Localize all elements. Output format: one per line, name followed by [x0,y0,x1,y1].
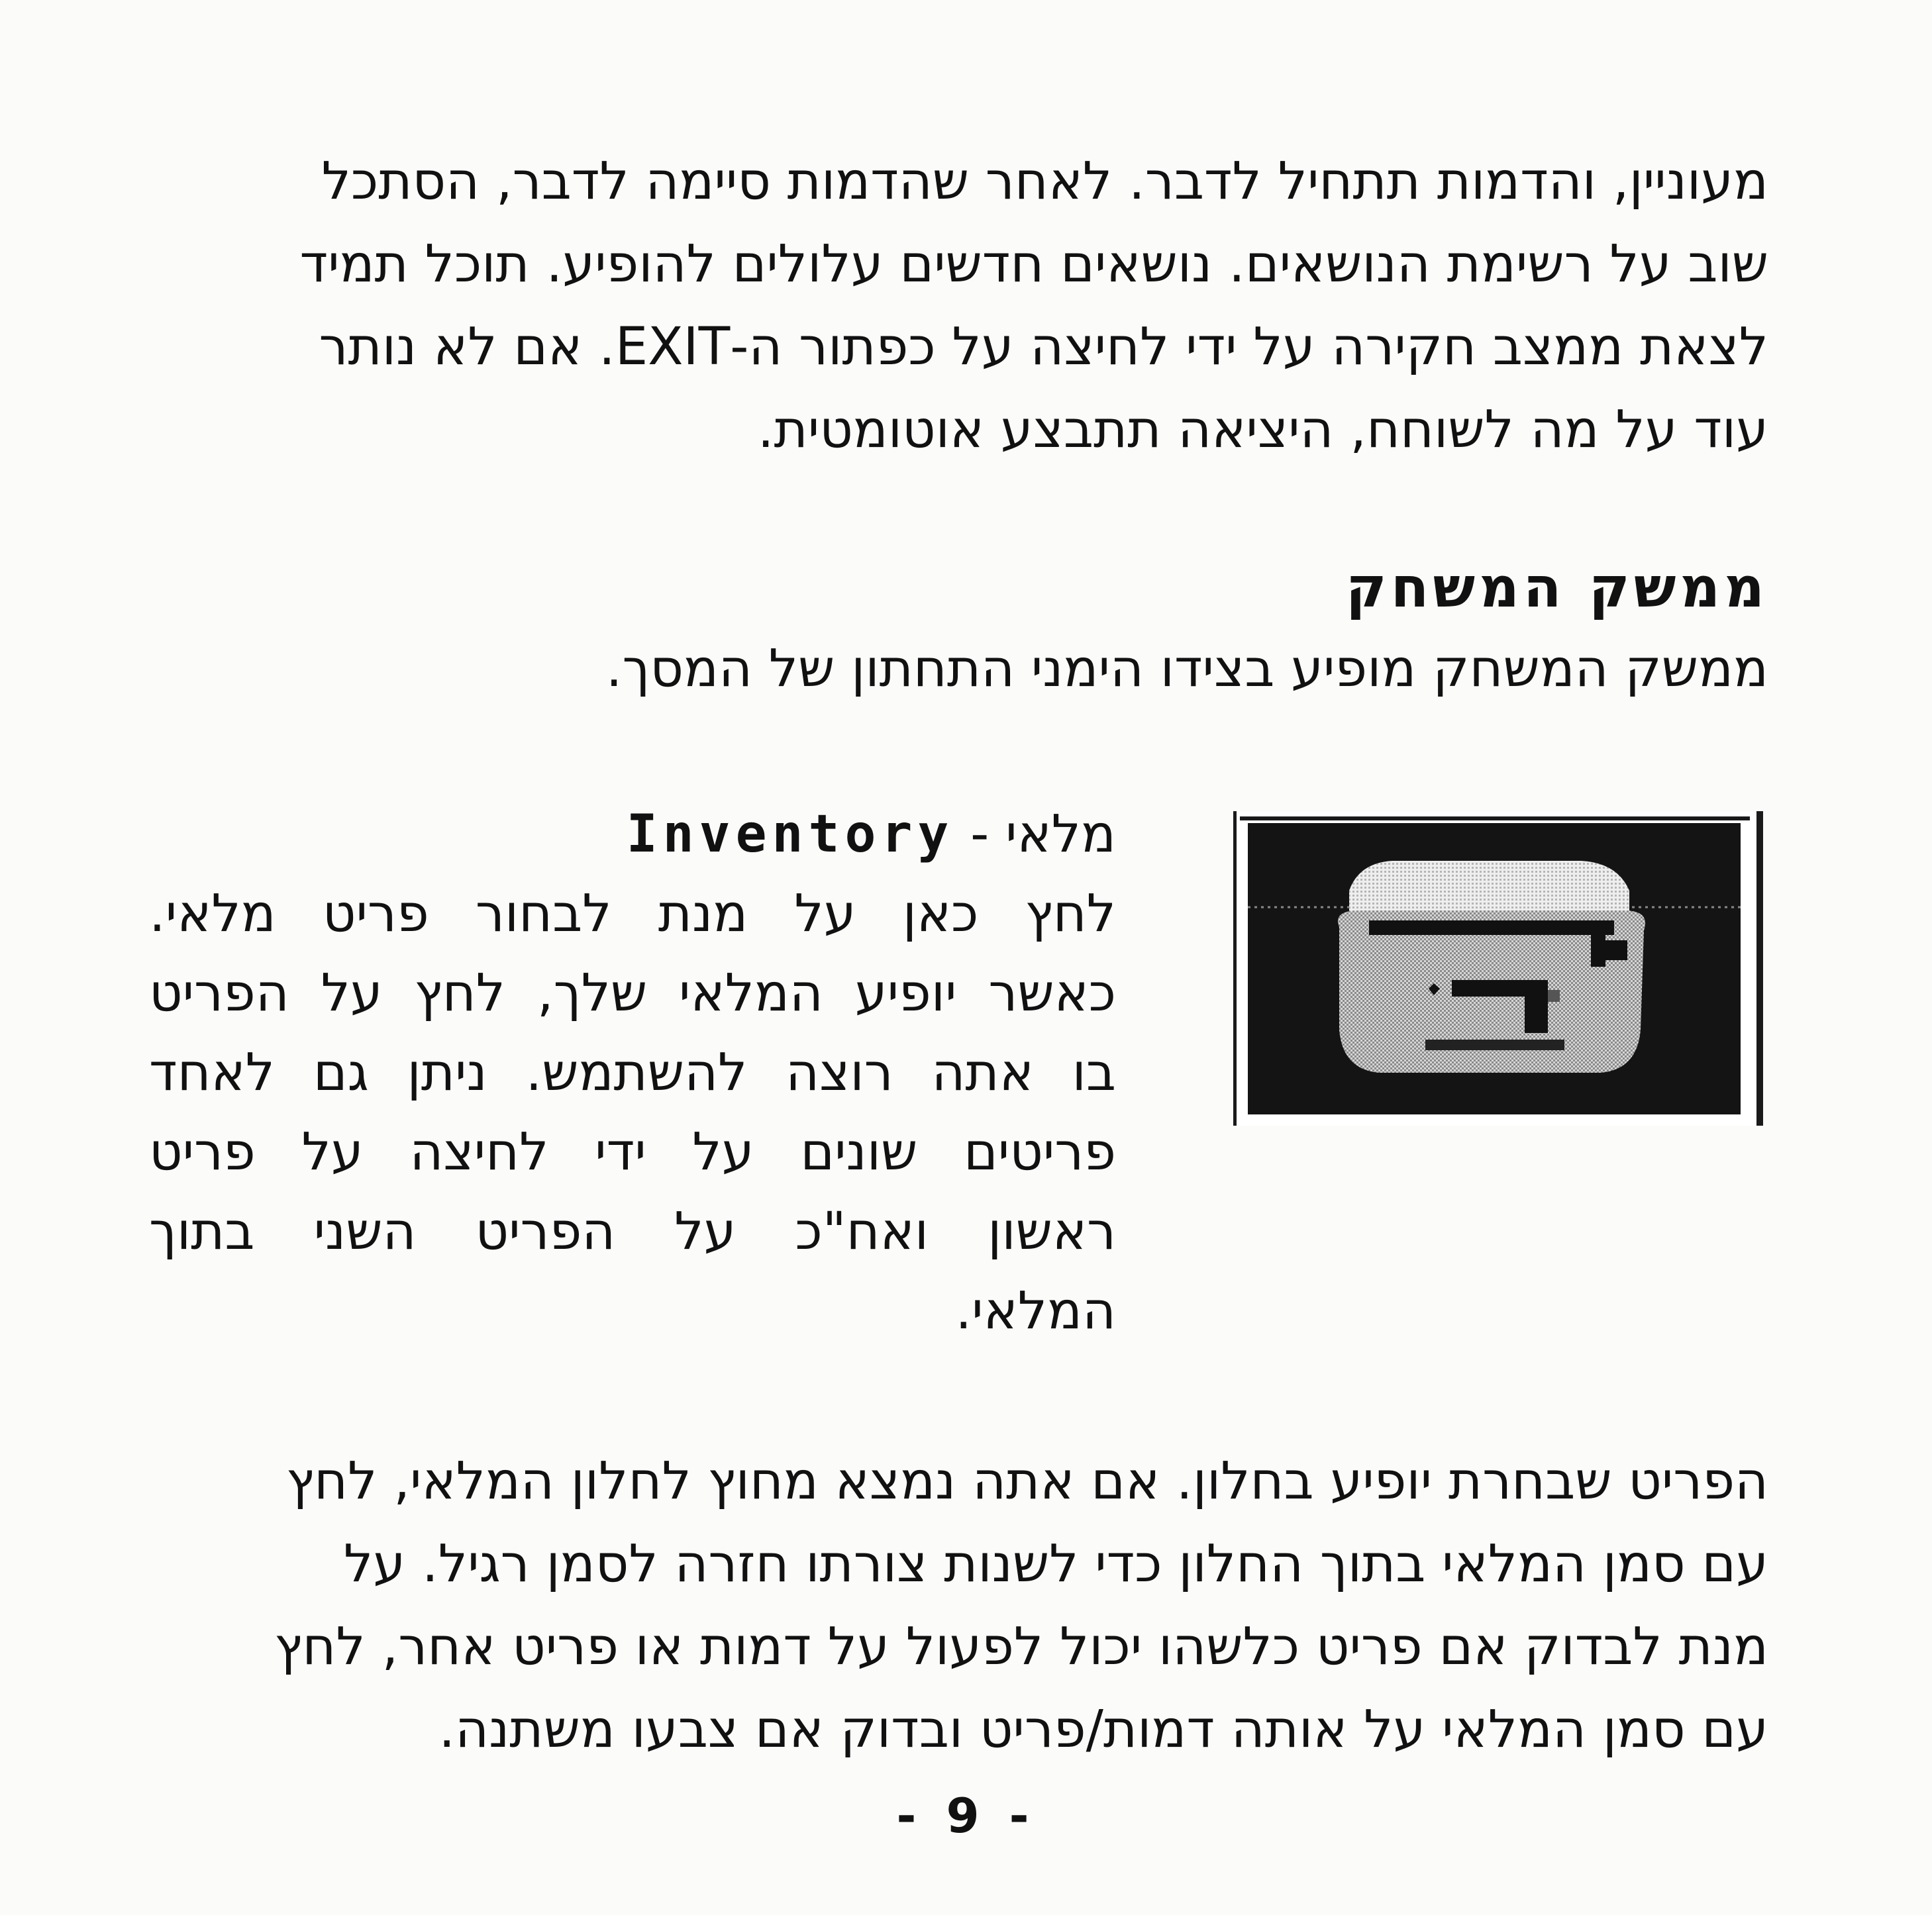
bottom-line: עם סמן המלאי בתוך החלון כדי לשנות צורתו חזרה לסמן רגיל. על [344,1534,1768,1594]
inventory-bag-icon [1233,811,1763,1126]
bottom-line: מנת לבדוק אם פריט כלשהו יכול לפעול על דמות או פריט אחר, לחץ [274,1617,1768,1677]
inventory-description [149,795,1116,1351]
page-number: - 9 - [896,1788,1036,1843]
inventory-line: כאשר יופיע המלאי שלך, לחץ על הפריט [149,963,1116,1023]
inventory-heading [149,795,1116,874]
inventory-label-english: Inventory [626,805,954,864]
inventory-separator: - [970,805,990,864]
inventory-label-hebrew: מלאי [1005,805,1116,864]
inventory-line: בו אתה רוצה להשתמש. ניתן גם לאחד [149,1043,1116,1103]
inventory-line: המלאי. [955,1281,1116,1341]
inventory-line: לחץ כאן על מנת לבחור פריט מלאי. [149,884,1116,944]
intro-line: לצאת ממצב חקירה על ידי לחיצה על כפתור ה-EXIT. אם לא נותר [319,317,1768,377]
bottom-line: עם סמן המלאי על אותה דמות/פריט ובדוק אם צבעו משתנה. [438,1700,1768,1759]
section-heading: ממשק המשחק [1345,555,1768,620]
intro-paragraph [149,140,1768,471]
section-paragraph [149,628,1768,711]
inventory-line: פריטים שונים על ידי לחיצה על פריט [149,1122,1116,1182]
section-line: ממשק המשחק מופיע בצידו הימני התחתון של המסך. [605,639,1768,699]
intro-line: מעוניין, והדמות תתחיל לדבר. לאחר שהדמות סיימה לדבר, הסתכל [321,152,1768,211]
bottom-paragraph [149,1440,1768,1771]
intro-line: שוב על רשימת הנושאים. נושאים חדשים עלולים להופיע. תוכל תמיד [299,234,1768,294]
inventory-line: ראשון ואח"כ על הפריט השני בתוך [149,1202,1116,1261]
bottom-line: הפריט שבחרת יופיע בחלון. אם אתה נמצא מחוץ לחלון המלאי, לחץ [286,1451,1768,1511]
intro-line: עוד על מה לשוחח, היציאה תתבצע אוטומטית. [757,400,1768,460]
